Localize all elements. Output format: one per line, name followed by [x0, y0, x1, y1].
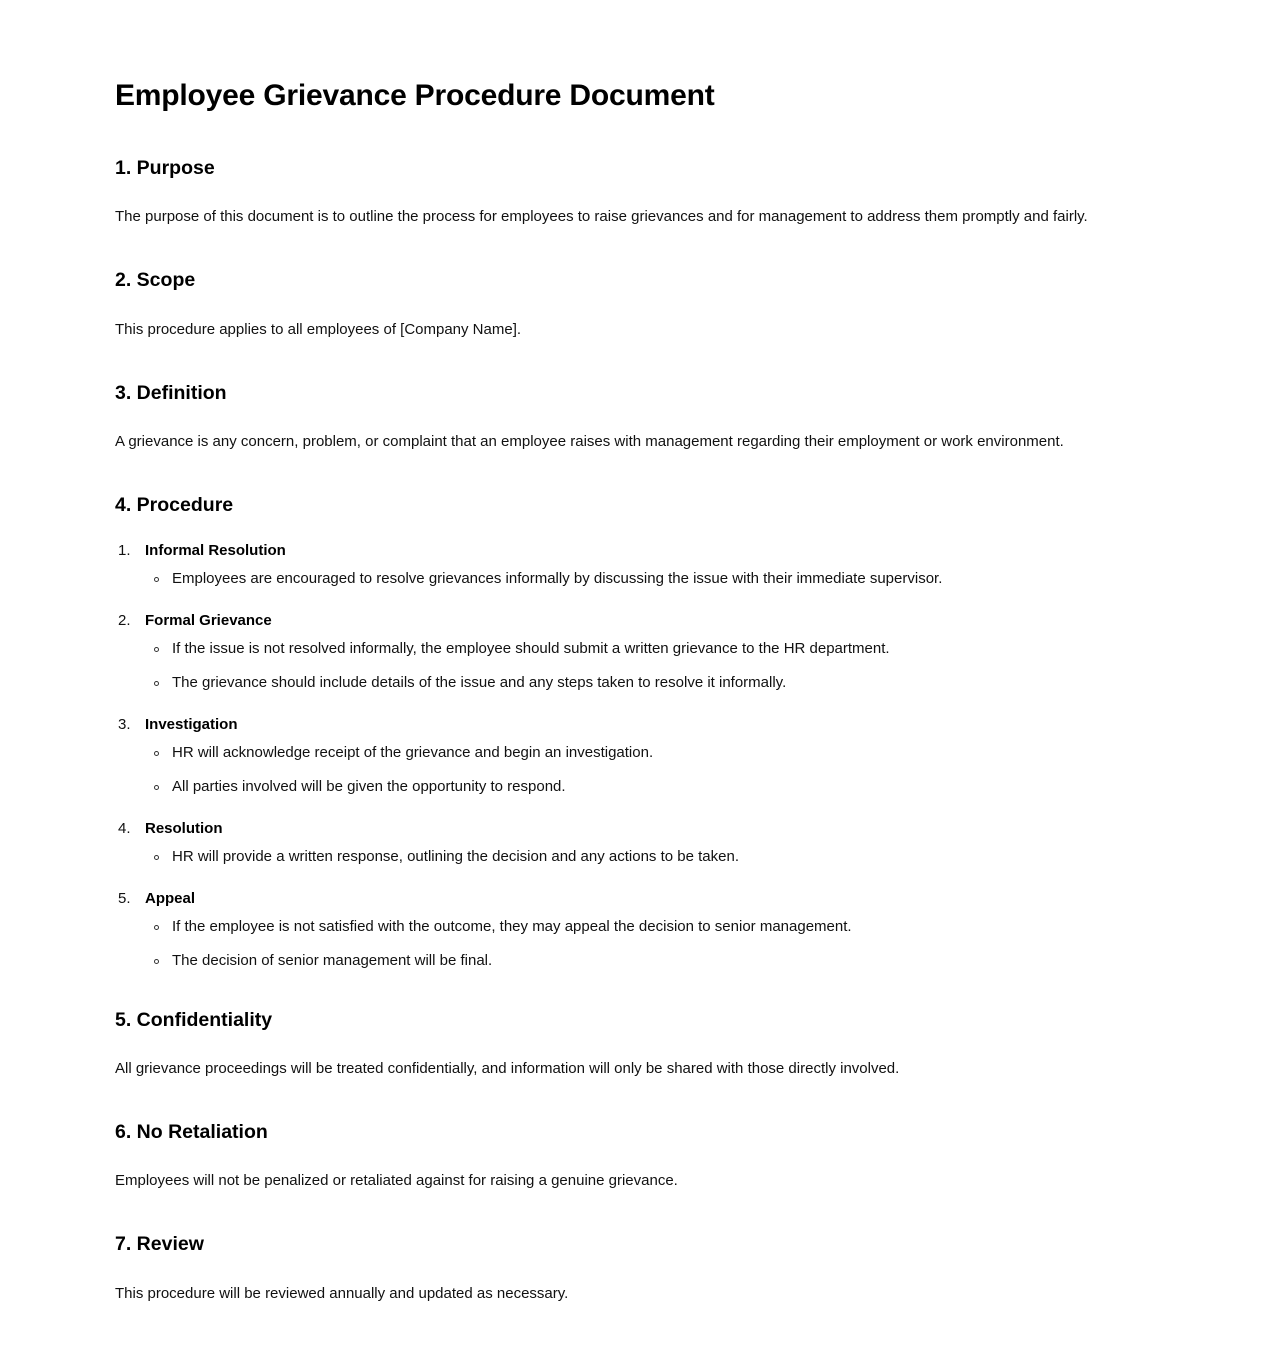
procedure-step	[115, 714, 1128, 798]
section-heading-definition: 3. Definition	[115, 381, 227, 404]
procedure-step-title: Appeal	[145, 889, 196, 907]
list-item: HR will acknowledge receipt of the grievance and begin an investigation.	[145, 742, 1128, 764]
procedure-step-title: Investigation	[145, 715, 238, 733]
list-item: The decision of senior management will be final.	[145, 950, 1128, 972]
section-purpose	[115, 156, 1128, 232]
list-item: All parties involved will be given the opportunity to respond.	[145, 776, 1128, 798]
section-paragraph-scope: This procedure applies to all employees of [Company Name].	[115, 320, 522, 338]
section-heading-purpose: 1. Purpose	[115, 157, 215, 179]
section-heading-confidentiality: 5. Confidentiality	[115, 1008, 273, 1031]
procedure-step-bullets	[145, 846, 1128, 868]
section-heading-procedure: 4. Procedure	[115, 494, 234, 517]
list-item: Employees are encouraged to resolve grievances informally by discussing the issue with their immediate supervisor.	[145, 568, 1128, 590]
section-review	[115, 1232, 1128, 1308]
procedure-step	[115, 888, 1128, 972]
procedure-step	[115, 610, 1128, 694]
section-paragraph-review: This procedure will be reviewed annually and updated as necessary.	[115, 1284, 569, 1302]
procedure-step	[115, 540, 1128, 590]
page-title: Employee Grievance Procedure Document	[115, 79, 715, 112]
procedure-step-bullets	[145, 916, 1128, 972]
section-paragraph-purpose: The purpose of this document is to outline the process for employees to raise grievances and for management to address them promptly and fairly.	[115, 208, 1088, 226]
section-paragraph-confidentiality: All grievance proceedings will be treated confidentially, and information will only be shared with those directly involved.	[115, 1059, 900, 1077]
list-item: If the employee is not satisfied with the outcome, they may appeal the decision to senior management.	[145, 916, 1128, 938]
section-paragraph-no-retaliation: Employees will not be penalized or retaliated against for raising a genuine grievance.	[115, 1172, 678, 1190]
procedure-step-title: Resolution	[145, 819, 223, 837]
section-heading-no-retaliation: 6. No Retaliation	[115, 1120, 268, 1143]
section-scope	[115, 268, 1128, 344]
section-confidentiality	[115, 1008, 1128, 1084]
section-definition	[115, 381, 1128, 457]
procedure-step-title: Formal Grievance	[145, 611, 272, 629]
section-heading-scope: 2. Scope	[115, 269, 196, 292]
section-paragraph-definition: A grievance is any concern, problem, or complaint that an employee raises with management regarding their employment or work environment.	[115, 433, 1064, 451]
procedure-step-bullets	[145, 638, 1128, 694]
list-item: HR will provide a written response, outlining the decision and any actions to be taken.	[145, 846, 1128, 868]
procedure-step	[115, 818, 1128, 868]
procedure-step-bullets	[145, 568, 1128, 590]
list-item: If the issue is not resolved informally, the employee should submit a written grievance to the HR department.	[145, 638, 1128, 660]
procedure-step-list	[115, 540, 1128, 972]
section-heading-review: 7. Review	[115, 1233, 204, 1256]
list-item: The grievance should include details of the issue and any steps taken to resolve it informally.	[145, 672, 1128, 694]
procedure-step-bullets	[145, 742, 1128, 798]
section-no-retaliation	[115, 1120, 1128, 1196]
procedure-step-title: Informal Resolution	[145, 541, 286, 559]
section-procedure	[115, 493, 1128, 971]
